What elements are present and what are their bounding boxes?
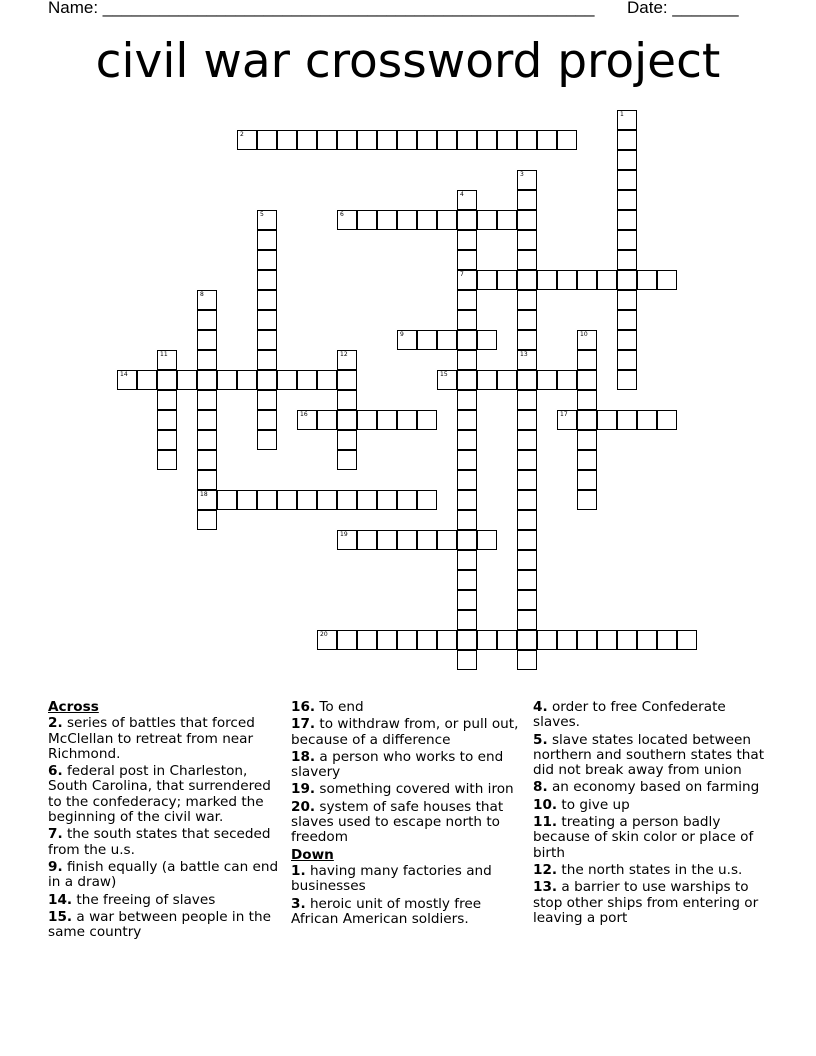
grid-cell[interactable] (517, 450, 537, 470)
grid-cell[interactable] (237, 490, 257, 510)
clue-across-6: 6. federal post in Charleston, South Carolina, that surrendered to the confederacy; marked the beginning of the civil war. (48, 763, 271, 826)
clue-number: 6 (340, 211, 344, 218)
grid-cell[interactable] (317, 490, 337, 510)
clue-down-8: 8. an economy based on farming (533, 779, 760, 796)
grid-cell[interactable] (497, 130, 517, 150)
clue-number: 5 (260, 211, 264, 218)
grid-cell[interactable] (257, 290, 277, 310)
grid-cell[interactable] (357, 130, 377, 150)
grid-cell[interactable] (517, 290, 537, 310)
grid-cell[interactable] (557, 130, 577, 150)
grid-cell[interactable] (457, 450, 477, 470)
grid-cell[interactable] (317, 130, 337, 150)
clue-number: 18 (200, 491, 208, 498)
grid-cell[interactable] (517, 170, 537, 190)
grid-cell[interactable] (457, 610, 477, 630)
clue-number: 17 (560, 411, 568, 418)
grid-cell[interactable] (477, 530, 497, 550)
grid-cell[interactable] (517, 250, 537, 270)
grid-cell[interactable] (677, 630, 697, 650)
grid-cell[interactable] (517, 230, 537, 250)
grid-cell[interactable] (517, 330, 537, 350)
grid-cell[interactable] (457, 350, 477, 370)
grid-cell[interactable] (457, 430, 477, 450)
grid-cell[interactable] (457, 130, 477, 150)
clue-across-14: 14. the freeing of slaves (48, 891, 216, 908)
grid-cell[interactable] (577, 390, 597, 410)
grid-cell[interactable] (337, 350, 357, 370)
across-heading: Across (48, 699, 99, 715)
grid-cell[interactable] (557, 270, 577, 290)
clue-across-18: 18. a person who works to end slavery (291, 748, 504, 781)
grid-cell[interactable] (457, 630, 477, 650)
grid-cell[interactable] (477, 630, 497, 650)
grid-cell[interactable] (357, 530, 377, 550)
grid-cell[interactable] (457, 530, 477, 550)
grid-cell[interactable] (157, 390, 177, 410)
grid-cell[interactable] (497, 270, 517, 290)
grid-cell[interactable] (377, 210, 397, 230)
grid-cell[interactable] (257, 230, 277, 250)
grid-cell[interactable] (337, 410, 357, 430)
grid-cell[interactable] (597, 630, 617, 650)
clue-number: 9 (400, 331, 404, 338)
grid-cell[interactable] (517, 630, 537, 650)
grid-cell[interactable] (397, 490, 417, 510)
grid-cell[interactable] (517, 390, 537, 410)
grid-cell[interactable] (257, 390, 277, 410)
clue-across-20: 20. system of safe houses that slaves used to escape north to freedom (291, 798, 504, 846)
grid-cell[interactable] (257, 370, 277, 390)
page-title: civil war crossword project (95, 34, 721, 89)
grid-cell[interactable] (337, 530, 357, 550)
grid-cell[interactable] (457, 570, 477, 590)
grid-cell[interactable] (517, 410, 537, 430)
grid-cell[interactable] (517, 130, 537, 150)
clues-column-1 (48, 700, 280, 942)
grid-cell[interactable] (257, 130, 277, 150)
grid-cell[interactable] (537, 370, 557, 390)
grid-cell[interactable] (417, 410, 437, 430)
grid-cell[interactable] (617, 130, 637, 150)
clue-number: 16 (300, 411, 308, 418)
grid-cell[interactable] (657, 270, 677, 290)
grid-cell[interactable] (257, 210, 277, 230)
date-field[interactable]: Date: _______ (627, 0, 739, 17)
grid-cell[interactable] (517, 210, 537, 230)
grid-cell[interactable] (197, 470, 217, 490)
clue-number: 8 (200, 291, 204, 298)
clue-down-1: 1. having many factories and businesses (291, 862, 492, 895)
grid-cell[interactable] (297, 490, 317, 510)
grid-cell[interactable] (317, 370, 337, 390)
grid-cell[interactable] (257, 430, 277, 450)
grid-cell[interactable] (157, 370, 177, 390)
grid-cell[interactable] (517, 270, 537, 290)
grid-cell[interactable] (397, 530, 417, 550)
grid-cell[interactable] (377, 410, 397, 430)
grid-cell[interactable] (337, 450, 357, 470)
grid-cell[interactable] (277, 370, 297, 390)
clue-across-15: 15. a war between people in the same country (48, 908, 271, 941)
grid-cell[interactable] (617, 250, 637, 270)
clue-number: 3 (520, 171, 524, 178)
grid-cell[interactable] (577, 270, 597, 290)
clue-down-13: 13. a barrier to use warships to stop other ships from entering or leaving a port (533, 879, 759, 926)
grid-cell[interactable] (157, 350, 177, 370)
clue-down-12: 12. the north states in the u.s. (533, 861, 743, 878)
grid-cell[interactable] (577, 630, 597, 650)
grid-cell[interactable] (197, 450, 217, 470)
grid-cell[interactable] (517, 470, 537, 490)
grid-cell[interactable] (617, 270, 637, 290)
grid-cell[interactable] (197, 510, 217, 530)
grid-cell[interactable] (237, 130, 257, 150)
grid-cell[interactable] (197, 310, 217, 330)
grid-cell[interactable] (337, 130, 357, 150)
clue-number: 15 (440, 371, 448, 378)
grid-cell[interactable] (457, 210, 477, 230)
clue-across-9: 9. finish equally (a battle can end in a draw) (48, 858, 279, 891)
clue-across-7: 7. the south states that seceded from the u.s. (48, 826, 271, 858)
grid-cell[interactable] (157, 430, 177, 450)
grid-cell[interactable] (357, 210, 377, 230)
grid-cell[interactable] (417, 210, 437, 230)
grid-cell[interactable] (517, 490, 537, 510)
grid-cell[interactable] (357, 410, 377, 430)
grid-cell[interactable] (297, 130, 317, 150)
clue-number: 4 (460, 191, 464, 198)
grid-cell[interactable] (457, 310, 477, 330)
grid-cell[interactable] (297, 410, 317, 430)
grid-cell[interactable] (617, 110, 637, 130)
grid-cell[interactable] (497, 210, 517, 230)
grid-cell[interactable] (577, 430, 597, 450)
grid-cell[interactable] (497, 630, 517, 650)
grid-cell[interactable] (457, 270, 477, 290)
grid-cell[interactable] (417, 630, 437, 650)
grid-cell[interactable] (617, 170, 637, 190)
grid-cell[interactable] (517, 570, 537, 590)
grid-cell[interactable] (397, 210, 417, 230)
grid-cell[interactable] (517, 650, 537, 670)
grid-cell[interactable] (597, 270, 617, 290)
grid-cell[interactable] (577, 370, 597, 390)
grid-cell[interactable] (337, 370, 357, 390)
grid-cell[interactable] (517, 590, 537, 610)
grid-cell[interactable] (197, 410, 217, 430)
grid-cell[interactable] (477, 270, 497, 290)
grid-cell[interactable] (617, 210, 637, 230)
grid-cell[interactable] (477, 330, 497, 350)
grid-cell[interactable] (457, 190, 477, 210)
clue-number: 1 (620, 111, 624, 118)
clue-down-11: 11. treating a person badly because of skin color or place of birth (533, 814, 754, 861)
grid-cell[interactable] (617, 230, 637, 250)
grid-cell[interactable] (577, 490, 597, 510)
grid-cell[interactable] (237, 370, 257, 390)
grid-cell[interactable] (577, 450, 597, 470)
grid-cell[interactable] (457, 290, 477, 310)
grid-cell[interactable] (517, 370, 537, 390)
grid-cell[interactable] (337, 430, 357, 450)
grid-cell[interactable] (457, 230, 477, 250)
grid-cell[interactable] (537, 630, 557, 650)
grid-cell[interactable] (617, 290, 637, 310)
grid-cell[interactable] (437, 370, 457, 390)
grid-cell[interactable] (617, 330, 637, 350)
grid-cell[interactable] (617, 370, 637, 390)
grid-cell[interactable] (517, 350, 537, 370)
grid-cell[interactable] (457, 650, 477, 670)
grid-cell[interactable] (397, 130, 417, 150)
grid-cell[interactable] (457, 470, 477, 490)
grid-cell[interactable] (557, 630, 577, 650)
grid-cell[interactable] (357, 630, 377, 650)
grid-cell[interactable] (277, 130, 297, 150)
clue-number: 14 (120, 371, 128, 378)
grid-cell[interactable] (517, 310, 537, 330)
grid-cell[interactable] (457, 490, 477, 510)
grid-cell[interactable] (457, 250, 477, 270)
grid-cell[interactable] (657, 410, 677, 430)
grid-cell[interactable] (277, 490, 297, 510)
grid-cell[interactable] (217, 370, 237, 390)
grid-cell[interactable] (517, 430, 537, 450)
grid-cell[interactable] (157, 410, 177, 430)
grid-cell[interactable] (257, 410, 277, 430)
grid-cell[interactable] (417, 130, 437, 150)
grid-cell[interactable] (357, 490, 377, 510)
grid-cell[interactable] (577, 470, 597, 490)
grid-cell[interactable] (137, 370, 157, 390)
grid-cell[interactable] (117, 370, 137, 390)
grid-cell[interactable] (517, 510, 537, 530)
grid-cell[interactable] (197, 430, 217, 450)
grid-cell[interactable] (517, 550, 537, 570)
grid-cell[interactable] (457, 370, 477, 390)
grid-cell[interactable] (577, 350, 597, 370)
clue-number: 20 (320, 631, 328, 638)
grid-cell[interactable] (397, 330, 417, 350)
grid-cell[interactable] (457, 510, 477, 530)
grid-cell[interactable] (197, 350, 217, 370)
grid-cell[interactable] (297, 370, 317, 390)
grid-cell[interactable] (477, 130, 497, 150)
clue-across-19: 19. something covered with iron (291, 781, 514, 798)
grid-cell[interactable] (257, 490, 277, 510)
grid-cell[interactable] (617, 350, 637, 370)
grid-cell[interactable] (577, 410, 597, 430)
grid-cell[interactable] (617, 150, 637, 170)
grid-cell[interactable] (377, 130, 397, 150)
grid-cell[interactable] (317, 410, 337, 430)
clue-down-4: 4. order to free Confederate slaves. (533, 699, 726, 731)
grid-cell[interactable] (457, 330, 477, 350)
grid-cell[interactable] (257, 330, 277, 350)
grid-cell[interactable] (437, 530, 457, 550)
grid-cell[interactable] (477, 370, 497, 390)
grid-cell[interactable] (517, 530, 537, 550)
grid-cell[interactable] (337, 490, 357, 510)
grid-cell[interactable] (417, 330, 437, 350)
clue-number: 12 (340, 351, 348, 358)
grid-cell[interactable] (537, 270, 557, 290)
grid-cell[interactable] (437, 210, 457, 230)
grid-cell[interactable] (617, 190, 637, 210)
grid-cell[interactable] (217, 490, 237, 510)
clues-column-2 (291, 700, 523, 929)
grid-cell[interactable] (257, 270, 277, 290)
clue-number: 11 (160, 351, 168, 358)
grid-cell[interactable] (497, 370, 517, 390)
clue-number: 2 (240, 131, 244, 138)
clue-number: 10 (580, 331, 588, 338)
grid-cell[interactable] (557, 410, 577, 430)
grid-cell[interactable] (617, 630, 637, 650)
clues-column-3 (533, 700, 765, 928)
grid-cell[interactable] (337, 390, 357, 410)
down-heading: Down (291, 846, 334, 863)
grid-cell[interactable] (517, 610, 537, 630)
grid-cell[interactable] (457, 390, 477, 410)
grid-cell[interactable] (177, 370, 197, 390)
grid-cell[interactable] (157, 450, 177, 470)
grid-cell[interactable] (197, 330, 217, 350)
grid-cell[interactable] (577, 330, 597, 350)
grid-cell[interactable] (257, 350, 277, 370)
grid-cell[interactable] (557, 370, 577, 390)
grid-cell[interactable] (417, 490, 437, 510)
grid-cell[interactable] (517, 190, 537, 210)
grid-cell[interactable] (597, 410, 617, 430)
grid-cell[interactable] (617, 410, 637, 430)
grid-cell[interactable] (397, 410, 417, 430)
grid-cell[interactable] (377, 530, 397, 550)
grid-cell[interactable] (437, 130, 457, 150)
name-field[interactable]: Name: ____________________________________________________ (48, 0, 595, 17)
grid-cell[interactable] (197, 490, 217, 510)
grid-cell[interactable] (417, 530, 437, 550)
grid-cell[interactable] (197, 290, 217, 310)
grid-cell[interactable] (197, 390, 217, 410)
grid-cell[interactable] (477, 210, 497, 230)
clue-across-17: 17. to withdraw from, or pull out, because of a difference (291, 716, 519, 748)
grid-cell[interactable] (337, 210, 357, 230)
grid-cell[interactable] (197, 370, 217, 390)
grid-cell[interactable] (537, 130, 557, 150)
grid-cell[interactable] (377, 490, 397, 510)
clue-number: 13 (520, 351, 528, 358)
grid-cell[interactable] (637, 410, 657, 430)
grid-cell[interactable] (657, 630, 677, 650)
clue-number: 7 (460, 271, 464, 278)
grid-cell[interactable] (637, 270, 657, 290)
grid-cell[interactable] (257, 310, 277, 330)
clue-down-5: 5. slave states located between northern and southern states that did not break away from union (533, 731, 765, 779)
grid-cell[interactable] (317, 630, 337, 650)
clue-down-10: 10. to give up (533, 796, 630, 813)
grid-cell[interactable] (377, 630, 397, 650)
grid-cell[interactable] (397, 630, 417, 650)
clue-number: 19 (340, 531, 348, 538)
clue-across-16: 16. To end (291, 699, 364, 715)
grid-cell[interactable] (637, 630, 657, 650)
grid-cell[interactable] (617, 310, 637, 330)
clue-down-3: 3. heroic unit of mostly free African American soldiers. (291, 895, 482, 927)
grid-cell[interactable] (337, 630, 357, 650)
grid-cell[interactable] (437, 330, 457, 350)
clue-across-2: 2. series of battles that forced McClellan to retreat from near Richmond. (48, 715, 255, 762)
grid-cell[interactable] (257, 250, 277, 270)
grid-cell[interactable] (437, 630, 457, 650)
grid-cell[interactable] (457, 410, 477, 430)
grid-cell[interactable] (457, 550, 477, 570)
grid-cell[interactable] (457, 590, 477, 610)
